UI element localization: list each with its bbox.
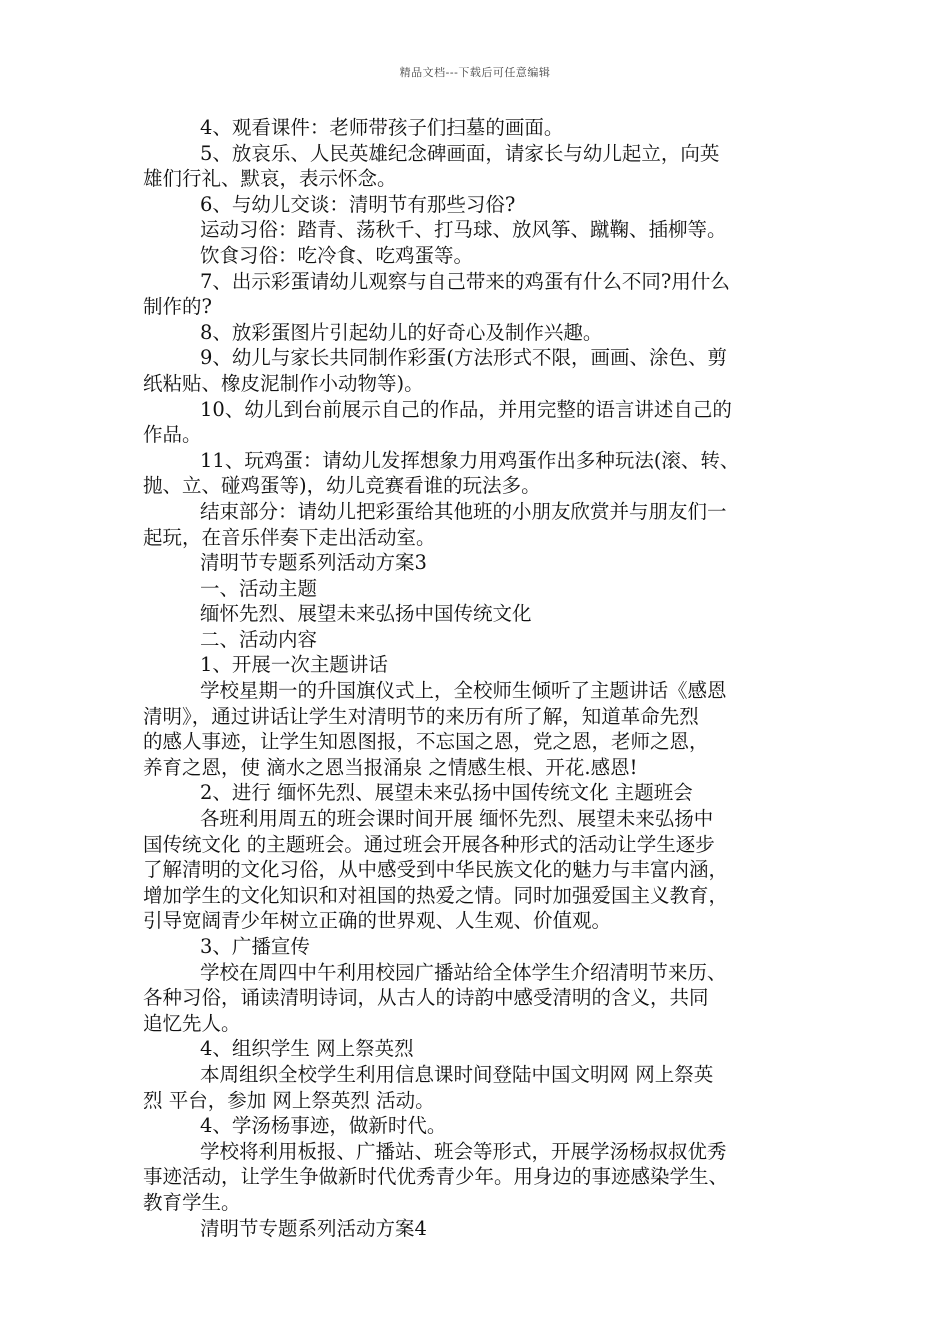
text-line: 的感人事迹，让学生知恩图报，不忘国之恩，党之恩，老师之恩， [143, 730, 709, 754]
text-line: 6、与幼儿交谈：清明节有那些习俗? [200, 192, 516, 216]
text-line: 引导宽阔青少年树立正确的世界观、人生观、价值观。 [143, 909, 612, 933]
text-line: 追忆先人。 [143, 1011, 241, 1035]
text-line: 养育之恩，使 滴水之恩当报涌泉 之情感生根、开花.感恩! [143, 755, 638, 779]
text-line: 11、玩鸡蛋：请幼儿发挥想象力用鸡蛋作出多种玩法(滚、转、 [200, 448, 740, 472]
text-line: 1、开展一次主题讲话 [200, 653, 388, 677]
text-line: 7、出示彩蛋请幼儿观察与自己带来的鸡蛋有什么不同?用什么 [200, 269, 730, 293]
text-line: 二、活动内容 [200, 627, 318, 651]
text-line: 运动习俗：踏青、荡秋千、打马球、放风筝、蹴鞠、插柳等。 [200, 218, 727, 242]
text-line: 了解清明的文化习俗，从中感受到中华民族文化的魅力与丰富内涵， [143, 858, 729, 882]
text-line: 10、幼儿到台前展示自己的作品，并用完整的语言讲述自己的 [200, 397, 732, 421]
text-line: 3、广播宣传 [200, 935, 310, 958]
text-line: 国传统文化 的主题班会。通过班会开展各种形式的活动让学生逐步 [143, 832, 715, 856]
text-line: 饮食习俗：吃冷食、吃鸡蛋等。 [200, 243, 474, 267]
text-line: 各班利用周五的班会课时间开展 缅怀先烈、展望未来弘扬中 [200, 807, 714, 831]
section-heading: 清明节专题系列活动方案3 [200, 551, 427, 575]
text-line: 增加学生的文化知识和对祖国的热爱之情。同时加强爱国主义教育， [143, 883, 729, 907]
text-line: 学校将利用板报、广播站、班会等形式，开展学汤杨叔叔优秀 [200, 1139, 727, 1163]
text-line: 纸粘贴、橡皮泥制作小动物等)。 [143, 371, 424, 395]
text-line: 各种习俗，诵读清明诗词，从古人的诗韵中感受清明的含义，共同 [143, 986, 709, 1010]
text-line: 4、观看课件：老师带孩子们扫墓的画面。 [200, 116, 564, 139]
text-line: 学校在周四中午利用校园广播站给全体学生介绍清明节来历、 [200, 960, 727, 984]
text-line: 作品。 [143, 423, 202, 447]
text-line: 缅怀先烈、展望未来弘扬中国传统文化 [200, 602, 532, 626]
text-line: 制作的? [143, 295, 212, 319]
text-line: 5、放哀乐、人民英雄纪念碑画面，请家长与幼儿起立，向英 [200, 141, 720, 165]
document-body [143, 115, 823, 1241]
text-line: 学校星期一的升国旗仪式上，全校师生倾听了主题讲话《感恩 [200, 679, 727, 703]
text-line: 4、组织学生 网上祭英烈 [200, 1037, 414, 1061]
text-line: 烈 平台，参加 网上祭英烈 活动。 [143, 1088, 435, 1112]
text-line: 教育学生。 [143, 1190, 241, 1214]
text-line: 抛、立、碰鸡蛋等)，幼儿竞赛看谁的玩法多。 [143, 474, 541, 498]
text-line: 2、进行 缅怀先烈、展望未来弘扬中国传统文化 主题班会 [200, 781, 693, 805]
text-line: 清明》，通过讲话让学生对清明节的来历有所了解，知道革命先烈 [143, 704, 699, 728]
page-header: 精品文档---下载后可任意编辑 [399, 66, 551, 79]
text-line: 雄们行礼、默哀，表示怀念。 [143, 167, 397, 191]
text-line: 事迹活动，让学生争做新时代优秀青少年。用身边的事迹感染学生、 [143, 1165, 729, 1189]
section-heading: 清明节专题系列活动方案4 [200, 1216, 427, 1240]
text-line: 结束部分：请幼儿把彩蛋给其他班的小朋友欣赏并与朋友们一 [200, 499, 727, 523]
text-line: 本周组织全校学生利用信息课时间登陆中国文明网 网上祭英 [200, 1062, 714, 1086]
text-line: 4、学汤杨事迹，做新时代。 [200, 1114, 447, 1138]
text-line: 起玩，在音乐伴奏下走出活动室。 [143, 525, 436, 549]
text-line: 一、活动主题 [200, 576, 318, 600]
text-line: 8、放彩蛋图片引起幼儿的好奇心及制作兴趣。 [200, 320, 603, 344]
text-line: 9、幼儿与家长共同制作彩蛋(方法形式不限，画画、涂色、剪 [200, 346, 728, 370]
